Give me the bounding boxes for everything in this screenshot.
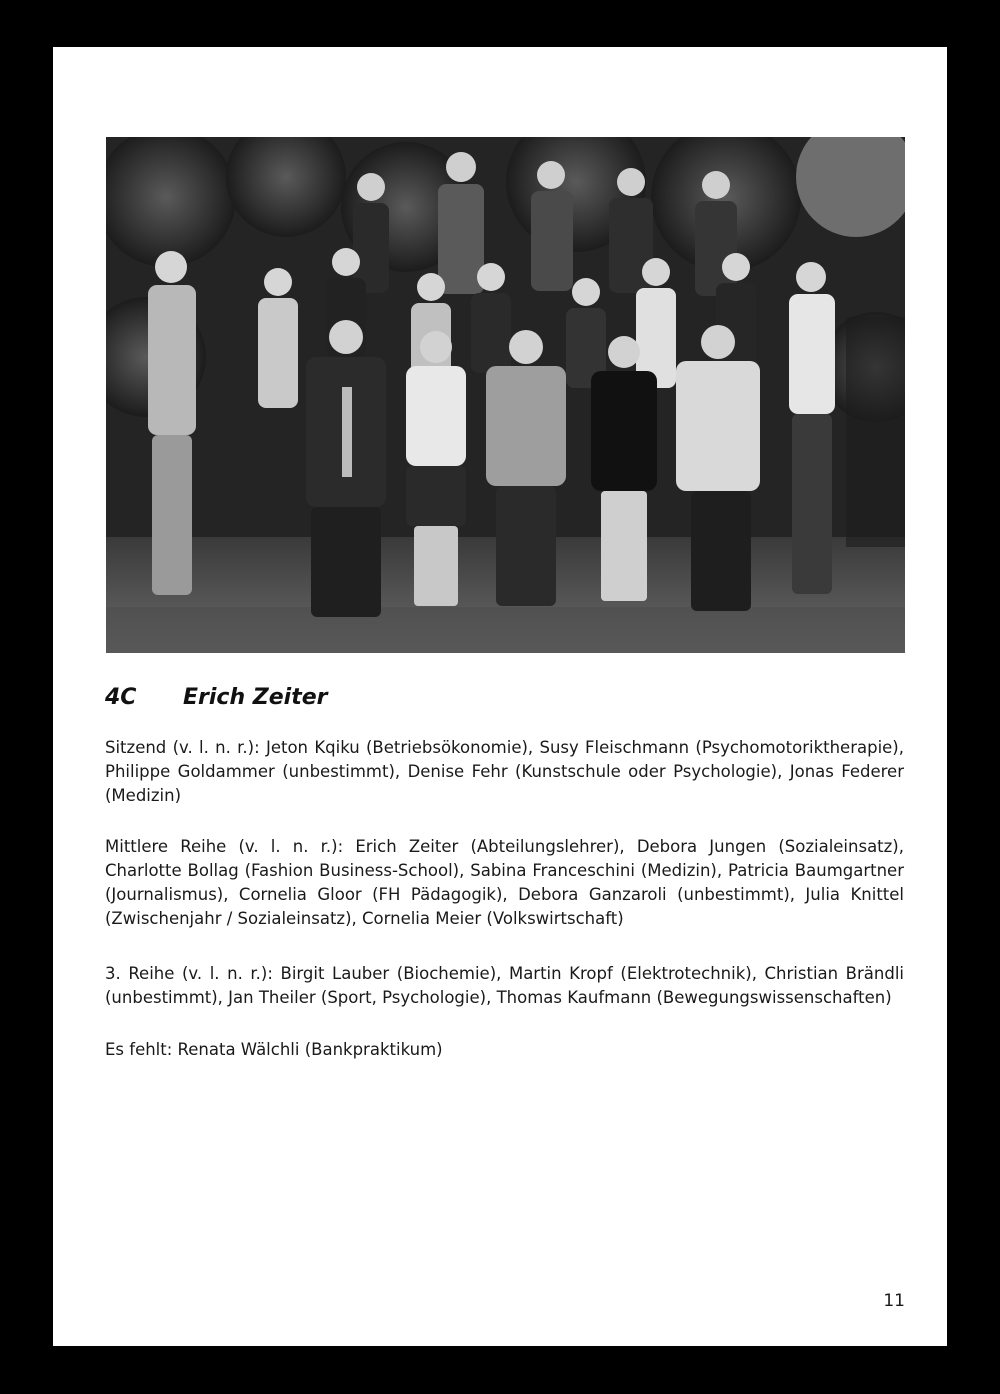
document-page bbox=[53, 47, 947, 1346]
missing-student-paragraph: Es fehlt: Renata Wälchli (Bankpraktikum) bbox=[105, 1040, 443, 1059]
middle-row-paragraph: Mittlere Reihe (v. l. n. r.): Erich Zeiter (Abteilungslehrer), Debora Jungen (Sozialeinsatz), Charlotte Bollag (Fashion Business-School), Sabina Franceschini (Medizin), Patricia Baumgartner (Journalismus), Cornelia Gloor (FH Pädagogik), Debora Ganzaroli (unbestimmt), Julia Knittel (Zwischenjahr / Sozialeinsatz), Cornelia Meier (Volkswirtschaft) bbox=[105, 837, 904, 928]
page-number: 11 bbox=[883, 1291, 905, 1311]
teacher-name: Erich Zeiter bbox=[183, 685, 328, 710]
seated-row-paragraph: Sitzend (v. l. n. r.): Jeton Kqiku (Betriebsökonomie), Susy Fleischmann (Psychomotoriktherapie), Philippe Goldammer (unbestimmt), Denise Fehr (Kunstschule oder Psychologie), Jonas Federer (Medizin) bbox=[105, 738, 904, 805]
class-heading bbox=[105, 685, 327, 710]
class-label: 4C bbox=[105, 685, 137, 710]
third-row-paragraph: 3. Reihe (v. l. n. r.): Birgit Lauber (Biochemie), Martin Kropf (Elektrotechnik), Christian Brändli (unbestimmt), Jan Theiler (Sport, Psychologie), Thomas Kaufmann (Bewegungswissenschaften) bbox=[105, 964, 904, 1007]
class-group-photo bbox=[106, 137, 905, 653]
